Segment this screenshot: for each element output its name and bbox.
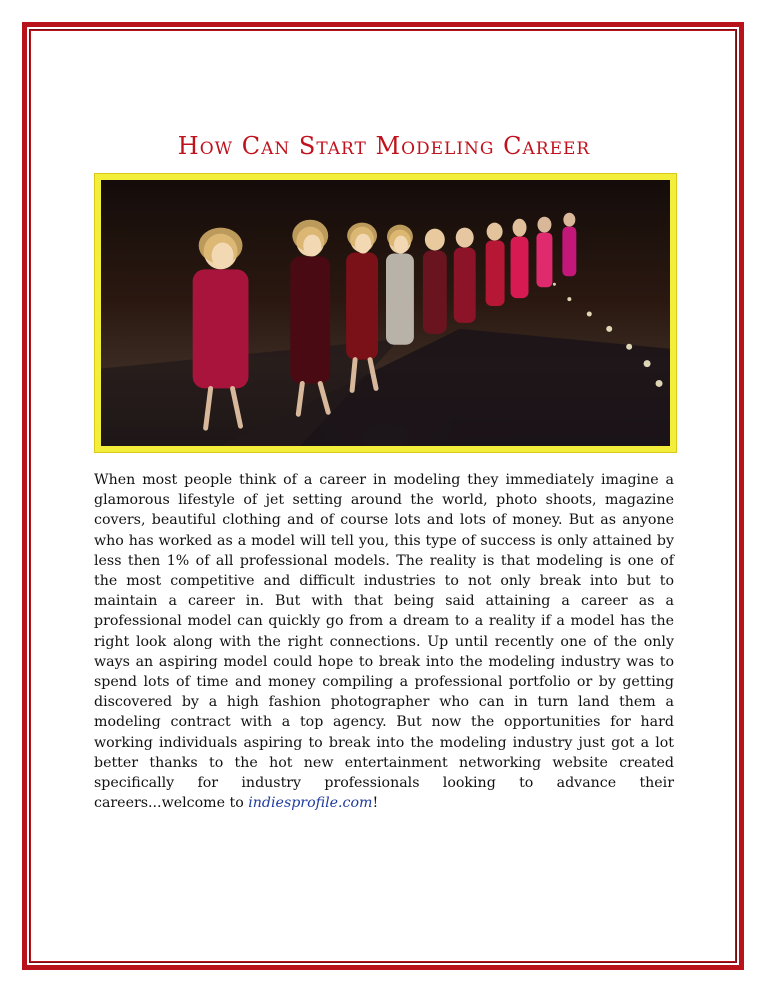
indiesprofile-link[interactable]: indiesprofile.com: [248, 795, 373, 812]
runway-photo: [101, 180, 670, 446]
runway-illustration: [101, 180, 670, 446]
body-paragraph: [94, 470, 674, 813]
body-end: !: [372, 795, 379, 812]
page-title: How Can Start Modeling Career: [177, 132, 591, 160]
body-text: When most people think of a career in modeling they immediately imagine a glamorous lifestyle of jet setting around the world, photo shoots, magazine covers, beautiful clothing and of course lots and lots of money. But as anyone who has worked as a model will tell you, this type of success is only attained by less then 1% of all professional models. The reality is that modeling is one of the most competitive and difficult industries to not only break into but to maintain a career in. But with that being said attaining a career as a professional model can quickly go from a dream to a reality if a model has the right look along with the right connections. Up until recently one of the only ways an aspiring model could hope to break into the modeling industry was to spend lots of time and money compiling a professional portfolio or by getting discovered by a high fashion photographer who can in turn land them a modeling contract with a top agency. But now the opportunities for hard working individuals aspiring to break into the modeling industry just got a lot better thanks to the hot new entertainment networking website created specifically for industry professionals looking to advance their careers...welcome to: [94, 472, 674, 812]
photo-frame: [94, 173, 677, 453]
